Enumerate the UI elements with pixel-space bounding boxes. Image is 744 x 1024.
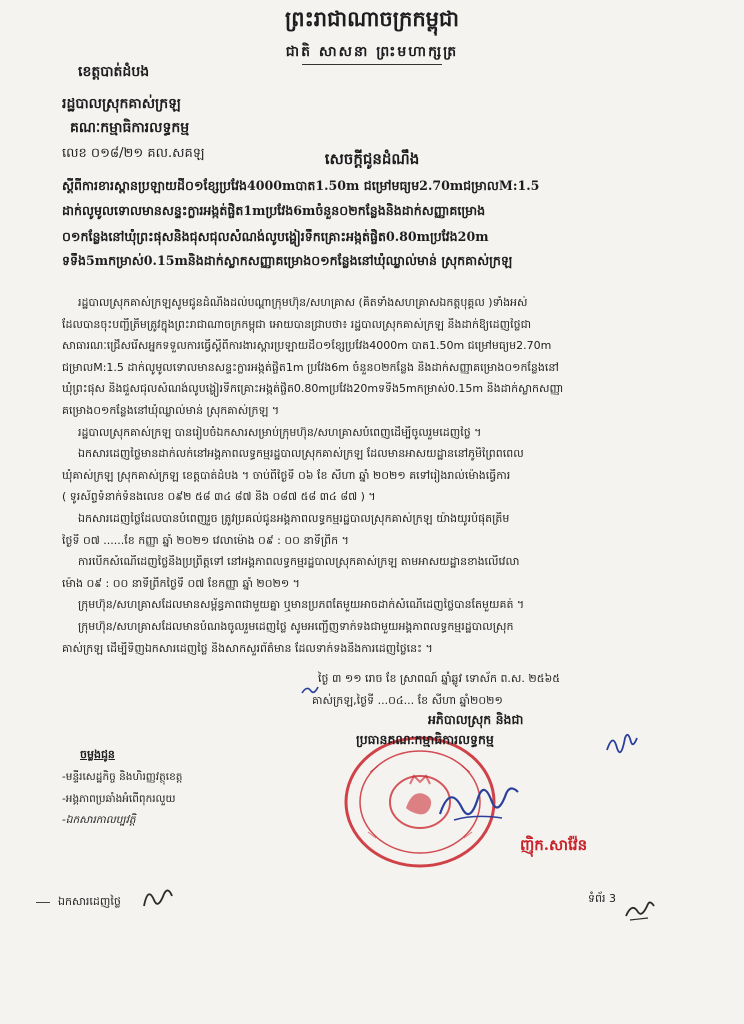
body-line: រដ្ឋបាលស្រុកគាស់ក្រឡសូមជូនដំណឹងដល់បណ្តាក្រុមហ៊ុន/សហគ្រាស (គិតទាំងសហគ្រាសឯកត្តបុគ្គល )ទាំងអស់ — [78, 296, 528, 309]
body-line: សាធារណៈជ្រើសរើសអ្នកទទួលការធ្វើស្តីពីការងារស្តារប្រឡាយដី០១ខ្សែប្រវែង4000m បាត1.50m ជម្រៅមធ្យម2.70m — [62, 339, 552, 353]
subject-line: ទទឹង5mកម្រាស់0.15mនិងដាក់ស្លាកសញ្ញាគម្រោង០១កន្លែងនៅឃុំឈ្លាល់មាន់ ស្រុកគាស់ក្រឡ — [62, 253, 513, 268]
body-line: គាស់ក្រឡ ដើម្បីទិញឯកសារដេញថ្លៃ និងសាកសួរព័ត៌មាន ដែលទាក់ទងនឹងការដេញថ្លៃនេះ ។ — [62, 641, 433, 655]
page-number: ទំព័រ 3 — [588, 892, 616, 905]
reference-number: លេខ ០១៨/២១ គល.សគឡ — [62, 146, 205, 161]
distribution-heading: ចម្លងជូន — [80, 748, 115, 761]
kingdom-heading: ព្រះរាជាណាចក្រកម្ពុជា — [284, 6, 459, 31]
body-line: ( ទូរស័ព្ទទំនាក់ទំនងលេខ ០៩២ ៥៨ ៣៤ ៨៧ និង ០៨៧ ៥៨ ៣៤ ៨៧ ) ។ — [62, 490, 376, 504]
body-line: ថ្ងៃទី ០៧ ......ខែ កញ្ញា ឆ្នាំ ២០២១ វេលាម៉ោង ០៩ : ០០ នាទីព្រឹក ។ — [62, 533, 349, 547]
distribution-item: -អង្គភាពប្រឆាំងអំពើពុករលួយ — [62, 793, 176, 805]
body-line: ជម្រាលM:1.5 ដាក់លូមូលទោលមានសន្ទះក្លារអង្កត់ផ្ចិត1m ប្រវែង6m ចំនួន០២កន្លែង និងដាក់សញ្ញាគម្រោង០១កន្លែងនៅ — [62, 360, 559, 374]
body-line: ឯកសារដេញថ្លៃមានដាក់លក់នៅអង្គភាពលទ្ធកម្មរដ្ឋបាលស្រុកគាស់ក្រឡ ដែលមានអាសយដ្ឋាននៅភូមិព្រៃពពេល — [78, 447, 524, 461]
body-line: ដែលបានចុះបញ្ជីត្រឹមត្រូវក្នុងព្រះរាជាណាចក្រកម្ពុជា អោយបានជ្រាបថា៖ រដ្ឋបាលស្រុកគាស់ក្រឡ នឹងដាក់ឱ្យដេញថ្លៃជា — [62, 317, 532, 331]
initial-mark — [603, 728, 639, 758]
body-line: ឃុំគាស់ក្រឡ ស្រុកគាស់ក្រឡ ខេត្តបាត់ដំបង ។ ចាប់ពីថ្ងៃទី ០៦ ខែ សីហា ឆ្នាំ ២០២១ គទៅរៀងរាល់ម៉ោងធ្វើការ — [62, 468, 511, 482]
body-line: គម្រោង០១កន្លែងនៅឃុំឈ្លាល់មាន់ ស្រុកគាស់ក្រឡ ។ — [62, 404, 280, 417]
body-line: ម៉ោង ០៩ : ០០ នាទីព្រឹកថ្ងៃទី ០៧ ខែកញ្ញា ឆ្នាំ ២០២១ ។ — [62, 576, 300, 590]
issuer-district-admin: រដ្ឋបាលស្រុកគាស់ក្រឡ — [62, 96, 181, 112]
distribution-item: -ឯកសារកាលប្បវត្តិ — [62, 814, 136, 826]
body-line: ក្រុមហ៊ុន/សហគ្រាសដែលមានសម្ព័ន្ធភាពជាមួយគ្នា ឬមានប្រភពតែមួយអាចដាក់សំណើដេញថ្លៃបានតែមួយគត់ ។ — [78, 598, 525, 612]
body-line: ឃុំព្រះផុស និងជួសជុលសំណង់លូបង្ហៀរទឹកគ្រោះអង្កត់ផ្ចិត0.80mប្រវែង20mទទឹង5mកម្រាស់0.15m និងដាក់ស្លាកសញ្ញា — [62, 382, 564, 396]
initial-mark — [622, 896, 656, 924]
gregorian-date-line: គាស់ក្រឡ,ថ្ងៃទី ...០៤... ខែ សីហា ឆ្នាំ២០២១ — [312, 694, 503, 707]
body-line: ក្រុមហ៊ុន/សហគ្រាសដែលមានបំណងចូលរួមដេញថ្លៃ សូមអញ្ជើញទាក់ទងជាមួយអង្គភាពលទ្ធកម្មរដ្ឋបាលស្រុក — [78, 620, 514, 633]
subject-line: ដាក់លូមូលទោលមានសន្ទះក្លារអង្កត់ផ្ចិត1mប្រវែង6mចំនួន០២កន្លែងនិងដាក់សញ្ញាគម្រោង — [62, 203, 486, 218]
signatory-title: ប្រធានគណៈកម្មាធិការលទ្ធកម្ម — [356, 732, 494, 747]
issuer-committee: គណៈកម្មាធិការលទ្ធកម្ម — [70, 120, 190, 136]
initial-mark — [138, 882, 178, 912]
distribution-item: -មន្ទីរសេដ្ឋកិច្ច និងហិរញ្ញវត្ថុខេត្ត — [62, 771, 183, 783]
issuer-province: ខេត្តបាត់ដំបង — [78, 64, 150, 80]
national-motto: ជាតិ សាសនា ព្រះមហាក្សត្រ — [285, 44, 459, 60]
subject-line: ស្តីពីការខារស្ពានប្រឡាយដី០១ខ្សែប្រវែង4000mបាត1.50m ជម្រៅមធ្យម2.70mជម្រាលM:1.5 — [62, 178, 540, 193]
subject-line: ០១កន្លែងនៅឃុំព្រះផុសនិងជុសជុលសំណង់លូបង្ហៀរទឹកគ្រោះអង្កត់ផ្ចិត0.80mប្រវែង20m — [62, 229, 489, 244]
body-line: ការបើកសំណើដេញថ្លៃនឹងប្រព្រឹត្តទៅ នៅអង្គភាពលទ្ធកម្មរដ្ឋបាលស្រុកគាស់ក្រឡ តាមអាសយដ្ឋានខាងលើវេលា — [78, 555, 520, 569]
signer-name: ញ៉ិក.សាវ៉ែន — [520, 836, 588, 854]
body-line: ឯកសារដេញថ្លៃដែលបានបំពេញរួច ត្រូវប្រគល់ជូនអង្គភាពលទ្ធកម្មរដ្ឋបាលស្រុកគាស់ក្រឡ យ៉ាងយូរបំផុតត្រឹម — [78, 512, 510, 525]
footer-dash — [36, 902, 50, 903]
footer-label: ឯកសារដេញថ្លៃ — [58, 895, 121, 908]
motto-divider — [302, 64, 442, 65]
body-line: រដ្ឋបាលស្រុកគាស់ក្រឡ បានរៀបចំឯកសារសម្រាប់ក្រុមហ៊ុន/សហគ្រាសបំពេញដើម្បីចូលរួមដេញថ្លៃ ។ — [78, 425, 482, 439]
handwritten-signature — [434, 770, 524, 830]
lunar-date-line: ថ្ងៃ ៣ ១១ រោច ខែ ស្រាពណ៍ ឆ្នាំឆ្លូវ ទោស័ក ព.ស. ២៥៦៥ — [318, 672, 561, 685]
signatory-title: អភិបាលស្រុក និងជា — [428, 712, 524, 727]
document-title: សេចក្តីជូនដំណឹង — [324, 150, 420, 168]
handwritten-tick — [300, 684, 320, 698]
